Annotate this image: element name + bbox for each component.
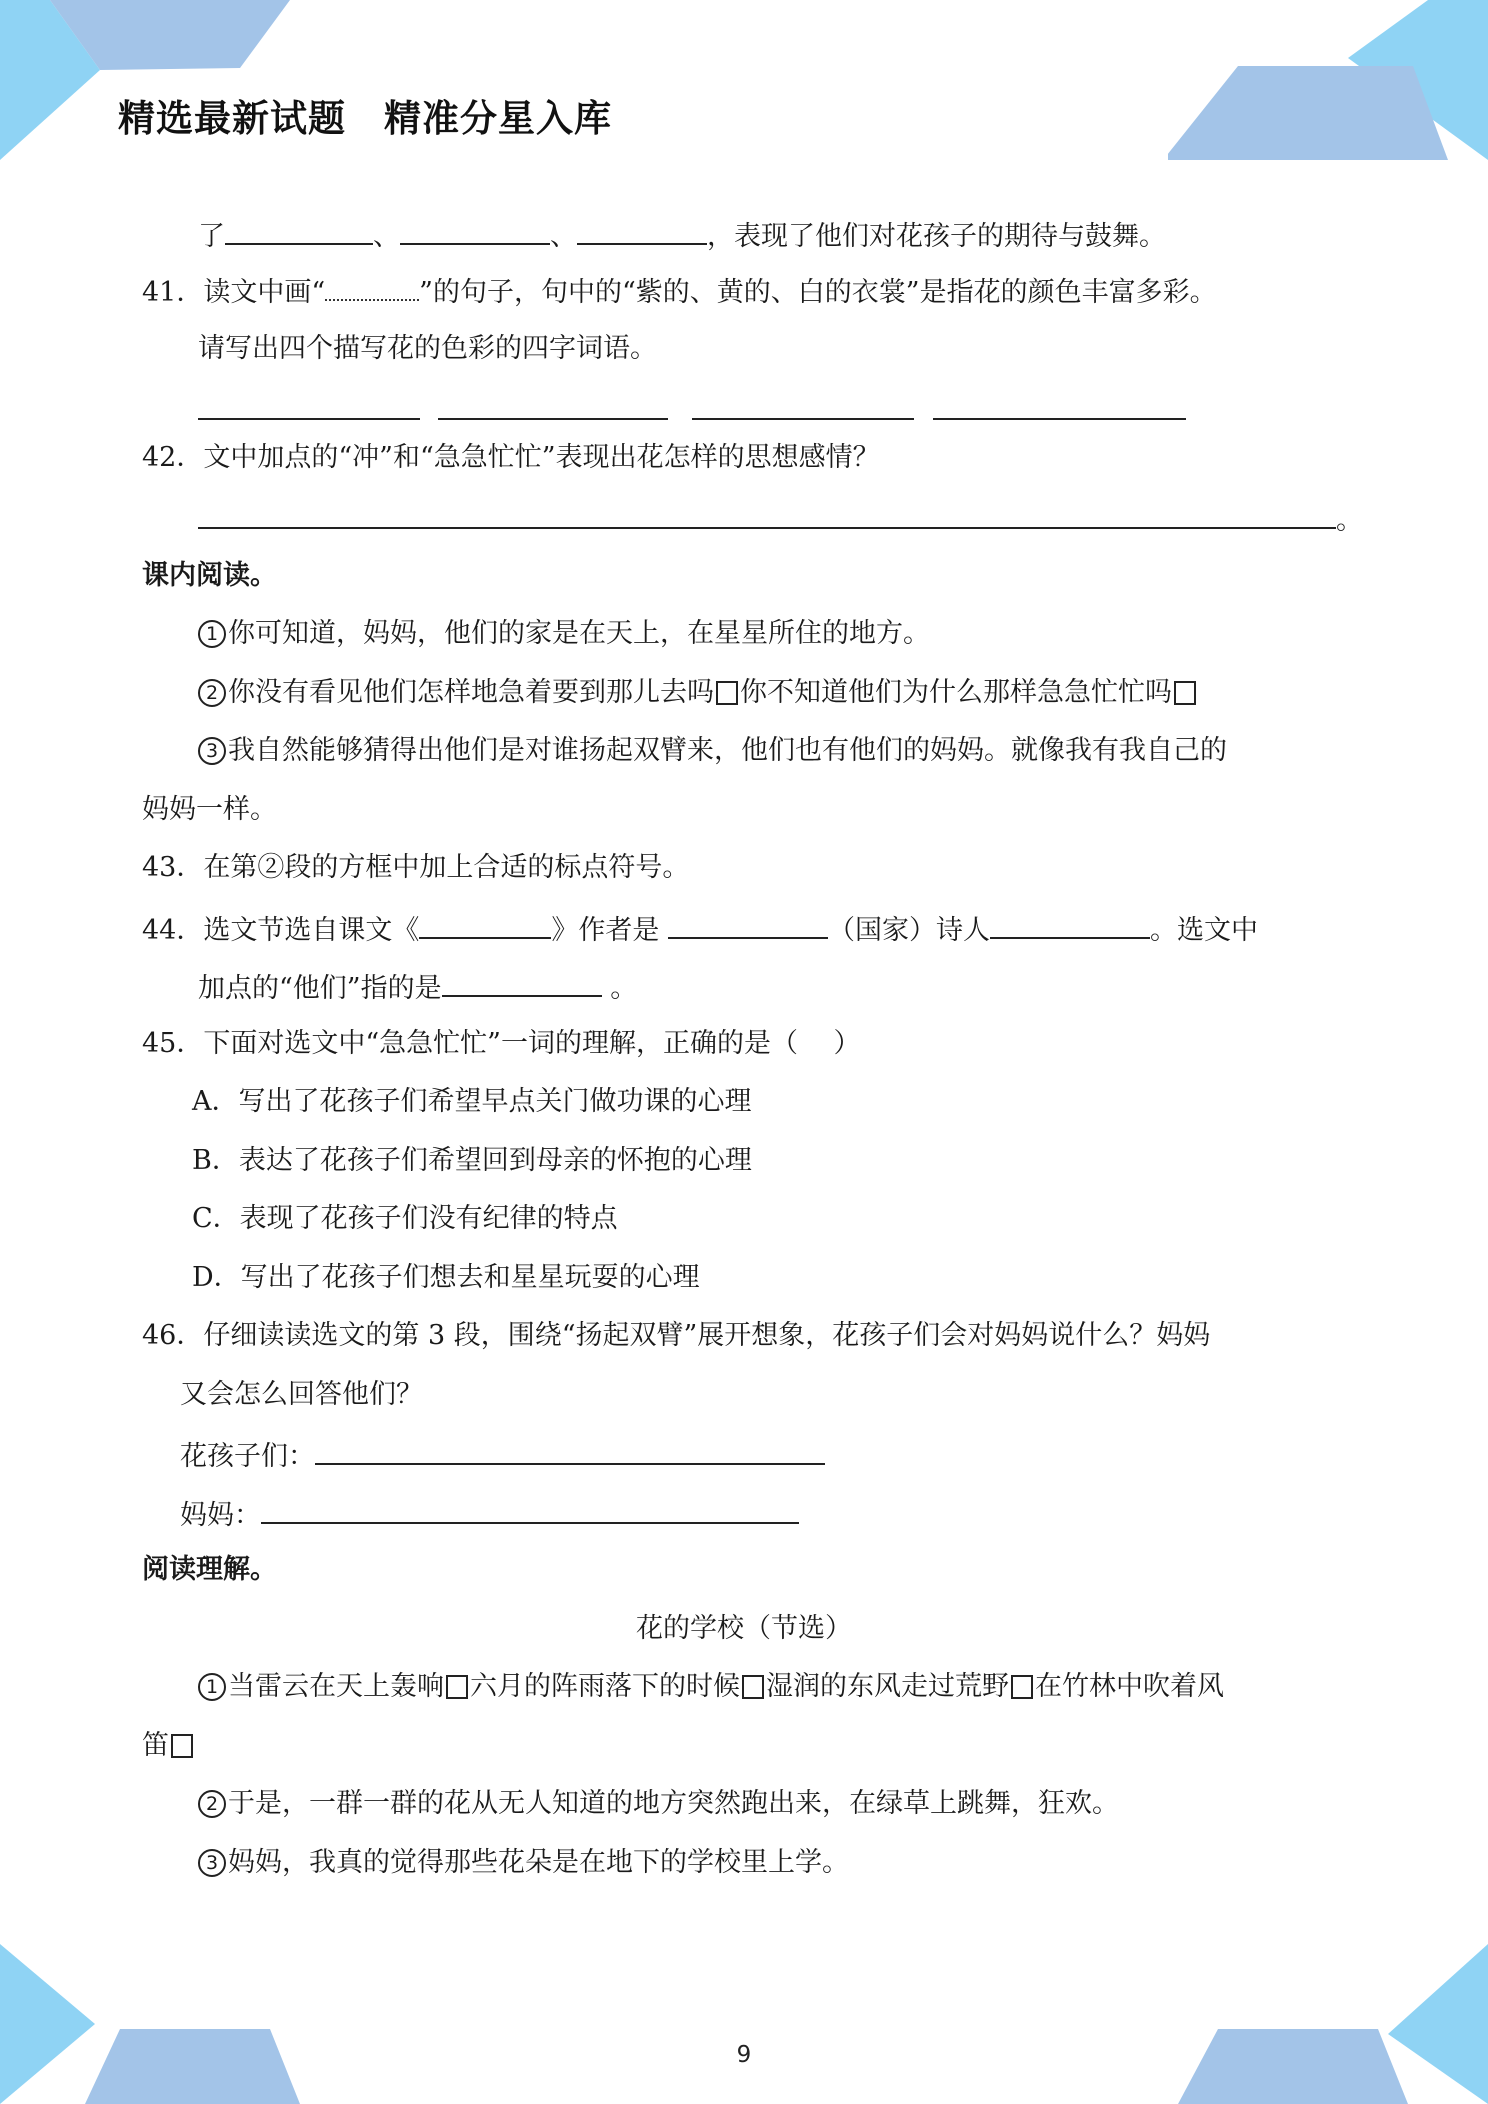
q46-kids-answer: 花孩子们：: [180, 1433, 825, 1477]
answer-blank[interactable]: [261, 1492, 799, 1524]
q41-answer-blanks: [198, 388, 1188, 422]
punctuation-box[interactable]: [1011, 1675, 1033, 1699]
question-45: 45．下面对选文中“急急忙忙”一词的理解，正确的是（ ）: [142, 1028, 861, 1059]
passage2-para2: 2 于是，一群一群的花从无人知道的地方突然跑出来，在绿草上跳舞，狂欢。: [198, 1784, 1119, 1824]
answer-blank[interactable]: [990, 907, 1150, 939]
punctuation-box[interactable]: [716, 681, 738, 705]
section-heading-reading-comprehension: 阅读理解。: [142, 1554, 277, 1585]
passage1-para1: 1 你可知道，妈妈，他们的家是在天上，在星星所住的地方。: [198, 614, 930, 654]
question-42: 42．文中加点的“冲”和“急急忙忙”表现出花怎样的思想感情？: [142, 442, 880, 473]
option-a[interactable]: A．写出了花孩子们希望早点关门做功课的心理: [192, 1086, 752, 1117]
answer-blank[interactable]: [442, 965, 602, 997]
question-44-line2: 加点的“他们”指的是 。: [198, 965, 637, 1009]
answer-blank[interactable]: [198, 497, 1336, 529]
punctuation-box[interactable]: [446, 1675, 468, 1699]
answer-blank[interactable]: [225, 213, 373, 245]
passage2-title: 花的学校（节选）: [636, 1613, 852, 1644]
top-right-decoration: [1168, 0, 1488, 170]
passage2-para3: 3 妈妈，我真的觉得那些花朵是在地下的学校里上学。: [198, 1843, 849, 1883]
question-46-line2: 又会怎么回答他们？: [180, 1379, 423, 1410]
wavy-underline-marker: [325, 271, 419, 301]
bottom-right-decoration: [1168, 1934, 1488, 2104]
passage2-para1-cont: 笛: [142, 1726, 195, 1766]
section-heading-in-class-reading: 课内阅读。: [142, 560, 277, 591]
punctuation-box[interactable]: [171, 1734, 193, 1758]
passage1-para3: 3 我自然能够猜得出他们是对谁扬起双臂来，他们也有他们的妈妈。就像我有我自己的: [198, 731, 1227, 771]
option-c[interactable]: C．表现了花孩子们没有纪律的特点: [192, 1203, 618, 1234]
punctuation-box[interactable]: [1174, 681, 1196, 705]
answer-blank[interactable]: [438, 388, 668, 420]
passage1-para2: 2 你没有看见他们怎样地急着要到那儿去吗 你不知道他们为什么那样急急忙忙吗: [198, 673, 1198, 713]
answer-blank[interactable]: [198, 388, 420, 420]
answer-blank[interactable]: [315, 1433, 825, 1465]
answer-blank[interactable]: [692, 388, 914, 420]
answer-blank[interactable]: [668, 907, 828, 939]
option-d[interactable]: D．写出了花孩子们想去和星星玩耍的心理: [192, 1262, 700, 1293]
q42-answer-line: 。: [198, 497, 1363, 541]
question-43: 43．在第②段的方框中加上合适的标点符号。: [142, 852, 690, 883]
header-title: 精选最新试题 精准分星入库: [118, 97, 612, 140]
q40-continuation: 了 、 、 ，表现了他们对花孩子的期待与鼓舞。: [198, 213, 1166, 257]
page-number: 9: [736, 2042, 752, 2068]
question-46: 46．仔细读读选文的第 3 段，围绕“扬起双臂”展开想象，花孩子们会对妈妈说什么？妈妈: [142, 1320, 1211, 1351]
q46-mom-answer: 妈妈：: [180, 1492, 799, 1536]
answer-blank[interactable]: [933, 388, 1186, 420]
bottom-left-decoration: [0, 1934, 320, 2104]
question-44: 44．选文节选自课文《 》作者是 （国家）诗人 。选文中: [142, 907, 1258, 951]
answer-blank[interactable]: [419, 907, 551, 939]
passage2-para1: 1 当雷云在天上轰响 六月的阵雨落下的时候 湿润的东风走过荒野 在竹林中吹着风: [198, 1667, 1224, 1707]
top-left-decoration: [0, 0, 320, 170]
option-b[interactable]: B．表达了花孩子们希望回到母亲的怀抱的心理: [192, 1145, 752, 1176]
passage1-para3-cont: 妈妈一样。: [142, 794, 277, 825]
answer-blank[interactable]: [400, 213, 550, 245]
punctuation-box[interactable]: [742, 1675, 764, 1699]
question-41-line2: 请写出四个描写花的色彩的四字词语。: [198, 333, 657, 364]
answer-blank[interactable]: [577, 213, 707, 245]
question-41: 41．读文中画“ ”的句子，句中的“紫的、黄的、白的衣裳”是指花的颜色丰富多彩。: [142, 271, 1217, 313]
